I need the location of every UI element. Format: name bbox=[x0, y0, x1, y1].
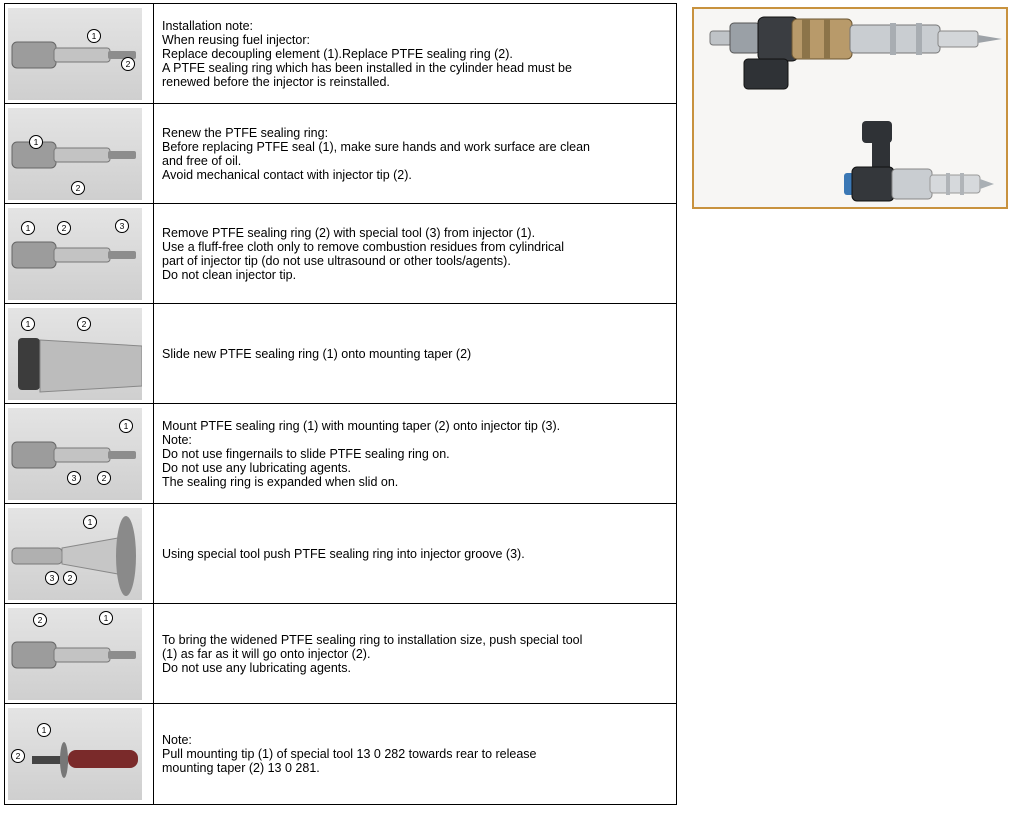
callout-number: 1 bbox=[91, 30, 97, 41]
step-illustration-cell bbox=[5, 4, 154, 104]
callout-number: 1 bbox=[25, 318, 31, 329]
callout-number: 2 bbox=[125, 58, 131, 69]
callout-marker bbox=[38, 724, 51, 737]
instruction-line: Avoid mechanical contact with injector tip (2). bbox=[162, 167, 412, 182]
procedure-step-row bbox=[5, 304, 677, 404]
instruction-line: The sealing ring is expanded when slid on. bbox=[162, 474, 399, 489]
callout-marker bbox=[22, 317, 35, 330]
callout-number: 1 bbox=[41, 725, 47, 735]
instruction-line: (1) as far as it will go onto injector (2). bbox=[162, 646, 371, 661]
sizing-tool-illustration bbox=[8, 608, 142, 700]
injector-drawing-icon bbox=[8, 108, 142, 200]
injector-drawing-icon bbox=[8, 8, 142, 100]
callout-number: 3 bbox=[119, 220, 125, 231]
step-instruction-cell bbox=[154, 304, 677, 404]
step-illustration-cell bbox=[5, 104, 154, 204]
step-illustration-cell bbox=[5, 404, 154, 504]
instruction-line: Renew the PTFE sealing ring: bbox=[162, 125, 329, 140]
injector-tip-seal-illustration bbox=[8, 108, 142, 200]
push-tool-illustration bbox=[8, 508, 142, 600]
step-instruction-cell bbox=[154, 604, 677, 704]
step-illustration-cell bbox=[5, 204, 154, 304]
injector-drawing-icon bbox=[8, 408, 142, 500]
instruction-line: A PTFE sealing ring which has been installed in the cylinder head must be bbox=[162, 60, 572, 75]
release-mounting-tip-illustration bbox=[8, 708, 142, 800]
step-illustration-cell bbox=[5, 504, 154, 604]
callout-marker bbox=[12, 750, 25, 763]
callout-number: 2 bbox=[81, 318, 87, 329]
callout-marker bbox=[84, 515, 97, 528]
instruction-line: Pull mounting tip (1) of special tool 13 0 282 towards rear to release bbox=[162, 747, 537, 761]
procedure-step-row bbox=[5, 504, 677, 604]
instruction-line: Do not use any lubricating agents. bbox=[162, 460, 352, 475]
callout-marker bbox=[122, 57, 135, 70]
instruction-line: mounting taper (2) 13 0 281. bbox=[162, 761, 320, 775]
callout-number: 1 bbox=[33, 136, 39, 147]
callout-marker bbox=[58, 221, 71, 234]
procedure-step-row bbox=[5, 704, 677, 805]
procedure-step-row bbox=[5, 604, 677, 704]
step-instruction-cell bbox=[154, 704, 677, 805]
instruction-line: Remove PTFE sealing ring (2) with special tool (3) from injector (1). bbox=[162, 225, 536, 240]
fuel-injector-icon bbox=[694, 9, 1006, 207]
instruction-line: To bring the widened PTFE sealing ring to installation size, push special tool bbox=[162, 632, 583, 647]
injector-drawing-icon bbox=[8, 508, 142, 600]
taper-on-injector-tip-illustration bbox=[8, 408, 142, 500]
callout-marker bbox=[88, 29, 101, 42]
callout-marker bbox=[46, 571, 59, 584]
injector-decoupling-element-illustration bbox=[8, 8, 142, 100]
procedure-step-row bbox=[5, 204, 677, 304]
instruction-line: and free of oil. bbox=[162, 153, 242, 168]
injector-drawing-icon bbox=[8, 308, 142, 400]
mounting-taper-illustration bbox=[8, 308, 142, 400]
callout-marker bbox=[68, 471, 81, 484]
instruction-line: Do not clean injector tip. bbox=[162, 267, 297, 282]
step-instruction-cell bbox=[154, 504, 677, 604]
step-instruction-cell bbox=[154, 104, 677, 204]
callout-number: 1 bbox=[87, 516, 93, 527]
callout-number: 1 bbox=[25, 222, 31, 233]
callout-number: 1 bbox=[123, 420, 129, 431]
procedure-step-row bbox=[5, 404, 677, 504]
step-instruction-cell bbox=[154, 4, 677, 104]
instruction-line: Mount PTFE sealing ring (1) with mounting taper (2) onto injector tip (3). bbox=[162, 418, 561, 433]
callout-number: 2 bbox=[75, 182, 81, 193]
procedure-step-row bbox=[5, 4, 677, 104]
instruction-line: Using special tool push PTFE sealing ring into injector groove (3). bbox=[162, 546, 525, 561]
callout-number: 3 bbox=[49, 572, 55, 583]
instruction-line: Do not use fingernails to slide PTFE sealing ring on. bbox=[162, 446, 450, 461]
callout-marker bbox=[64, 571, 77, 584]
procedure-step-row bbox=[5, 104, 677, 204]
instruction-line: Replace decoupling element (1).Replace PTFE sealing ring (2). bbox=[162, 46, 513, 61]
callout-number: 2 bbox=[37, 614, 43, 625]
step-illustration-cell bbox=[5, 604, 154, 704]
injector-drawing-icon bbox=[8, 608, 142, 700]
step-instruction-cell bbox=[154, 204, 677, 304]
callout-marker bbox=[78, 317, 91, 330]
instruction-line: Note: bbox=[162, 432, 192, 447]
callout-number: 2 bbox=[15, 751, 21, 761]
procedure-table bbox=[4, 3, 677, 805]
callout-marker bbox=[120, 419, 133, 432]
callout-marker bbox=[116, 219, 129, 232]
step-instruction-cell bbox=[154, 404, 677, 504]
instruction-line: Do not use any lubricating agents. bbox=[162, 660, 352, 675]
instruction-line: Installation note: bbox=[162, 18, 254, 33]
instruction-line: Slide new PTFE sealing ring (1) onto mounting taper (2) bbox=[162, 346, 472, 361]
callout-marker bbox=[30, 135, 43, 148]
callout-marker bbox=[22, 221, 35, 234]
callout-number: 2 bbox=[101, 472, 107, 483]
seal-removal-tool-illustration bbox=[8, 208, 142, 300]
step-illustration-cell bbox=[5, 304, 154, 404]
callout-marker bbox=[98, 471, 111, 484]
callout-number: 2 bbox=[61, 222, 67, 233]
callout-number: 2 bbox=[67, 572, 73, 583]
callout-number: 1 bbox=[103, 612, 109, 623]
instruction-line: part of injector tip (do not use ultrasound or other tools/agents). bbox=[162, 253, 511, 268]
instruction-line: Before replacing PTFE seal (1), make sure hands and work surface are clean bbox=[162, 139, 590, 154]
callout-marker bbox=[72, 181, 85, 194]
callout-number: 3 bbox=[71, 472, 77, 483]
fuel-injector-photo bbox=[692, 7, 1008, 209]
injector-drawing-icon bbox=[8, 708, 142, 800]
instruction-line: Use a fluff-free cloth only to remove combustion residues from cylindrical bbox=[162, 239, 565, 254]
step-illustration-cell bbox=[5, 704, 154, 805]
callout-marker bbox=[100, 611, 113, 624]
instruction-line: renewed before the injector is reinstalled. bbox=[162, 74, 390, 89]
injector-drawing-icon bbox=[8, 208, 142, 300]
instruction-line: Note: bbox=[162, 733, 192, 747]
instruction-line: When reusing fuel injector: bbox=[162, 32, 310, 47]
callout-marker bbox=[34, 613, 47, 626]
